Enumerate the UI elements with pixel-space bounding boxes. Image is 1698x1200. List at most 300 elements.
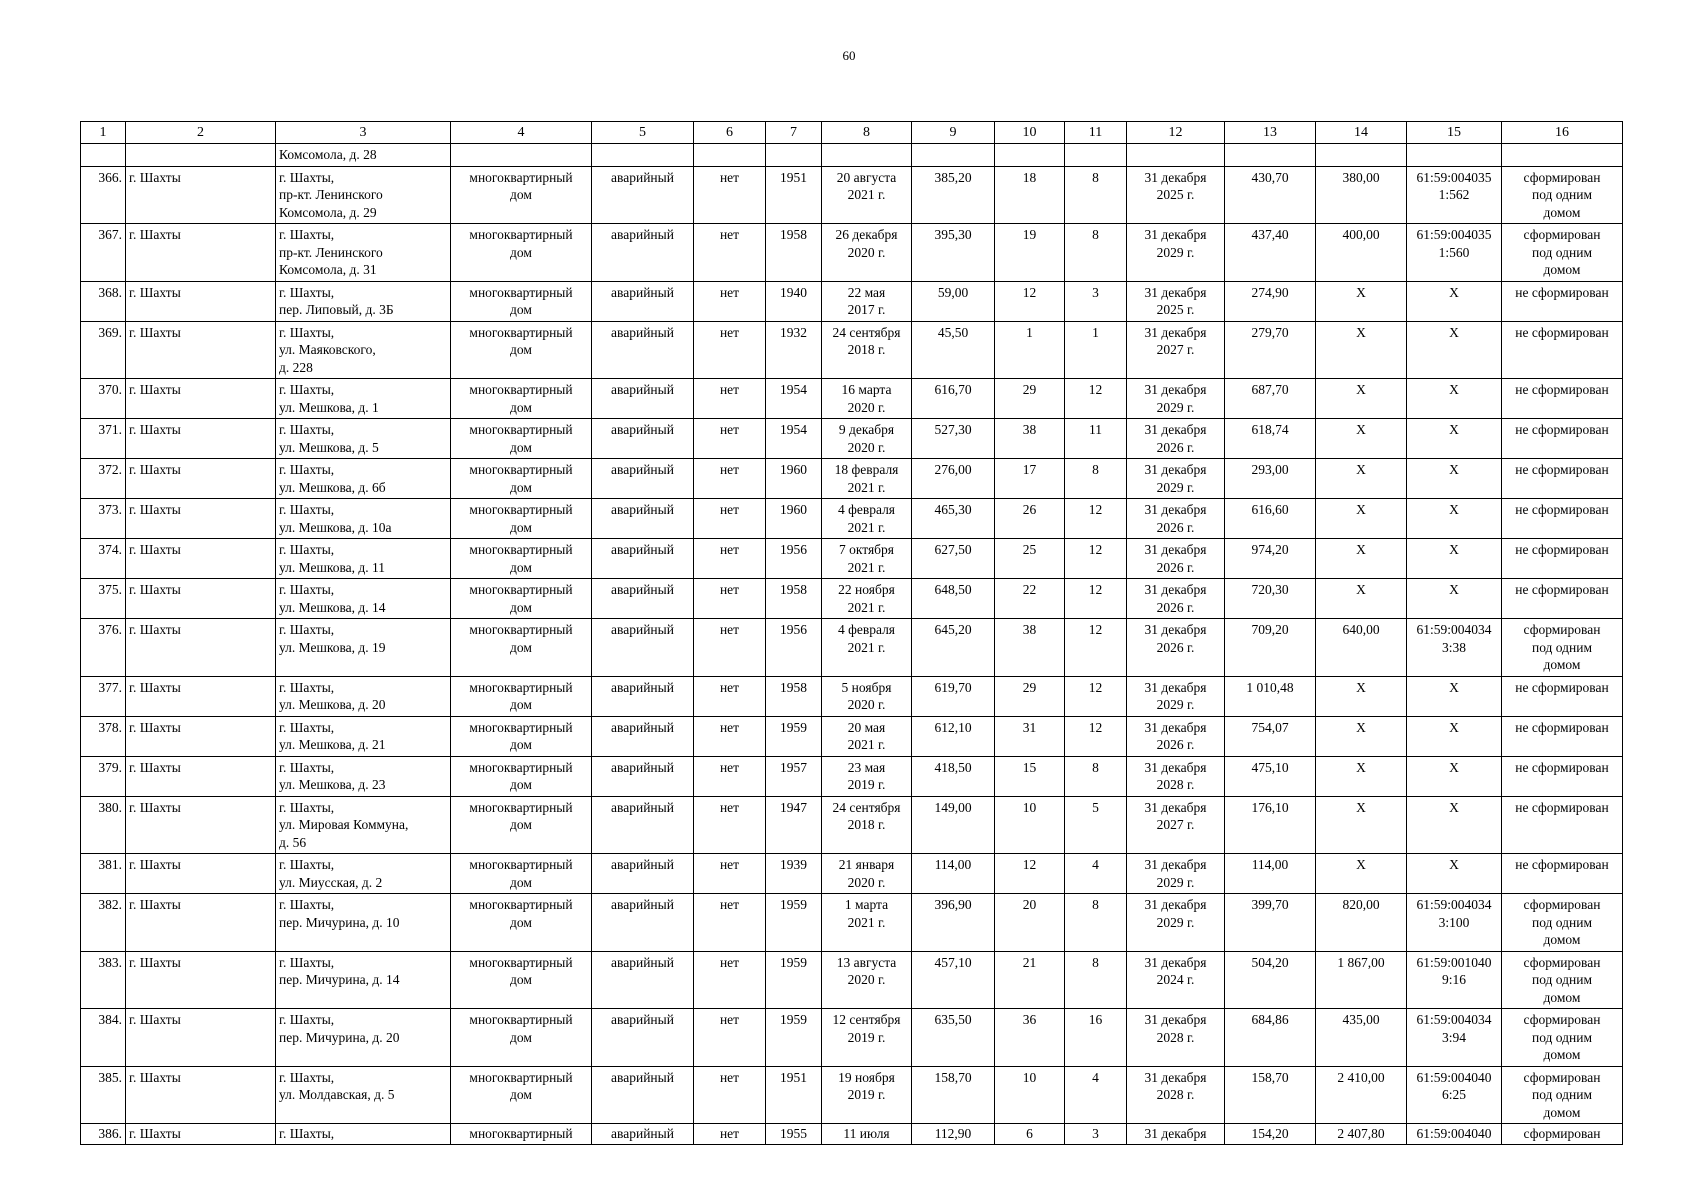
flats-cell: 8 (1065, 894, 1127, 952)
condition-cell: аварийный (592, 321, 694, 379)
area-cell: 276,00 (912, 459, 995, 499)
recognition-date-cell: 22 ноября 2021 г. (822, 579, 912, 619)
residents-cell: 1 (995, 321, 1065, 379)
total-area-cell: 504,20 (1225, 951, 1316, 1009)
table-row (81, 499, 1623, 539)
row-number-cell: 383. (81, 951, 126, 1009)
condition-cell: аварийный (592, 499, 694, 539)
building-type-cell: многоквартирный дом (451, 379, 592, 419)
table-row (81, 951, 1623, 1009)
cadastre-number-cell: X (1407, 579, 1502, 619)
address-cell: Комсомола, д. 28 (276, 144, 451, 167)
row-number-cell: 375. (81, 579, 126, 619)
flag-cell: нет (694, 224, 766, 282)
residents-cell: 38 (995, 619, 1065, 677)
land-area-cell: X (1316, 579, 1407, 619)
year-cell: 1957 (766, 756, 822, 796)
flag-cell: нет (694, 1124, 766, 1145)
row-number-cell: 382. (81, 894, 126, 952)
deadline-cell: 31 декабря 2029 г. (1127, 676, 1225, 716)
flag-cell: нет (694, 459, 766, 499)
deadline-cell: 31 декабря 2026 г. (1127, 619, 1225, 677)
column-header-3: 3 (276, 122, 451, 144)
residents-cell: 38 (995, 419, 1065, 459)
flag-cell: нет (694, 951, 766, 1009)
land-status-cell: не сформирован (1502, 854, 1623, 894)
area-cell: 149,00 (912, 796, 995, 854)
building-type-cell: многоквартирный дом (451, 224, 592, 282)
area-cell: 114,00 (912, 854, 995, 894)
area-cell: 619,70 (912, 676, 995, 716)
land-area-cell: 640,00 (1316, 619, 1407, 677)
land-status-cell: не сформирован (1502, 796, 1623, 854)
city-cell: г. Шахты (126, 619, 276, 677)
building-type-cell: многоквартирный дом (451, 321, 592, 379)
land-status-cell: сформирован под одним домом (1502, 894, 1623, 952)
deadline-cell: 31 декабря 2026 г. (1127, 579, 1225, 619)
deadline-cell: 31 декабря 2027 г. (1127, 321, 1225, 379)
table-row (81, 1066, 1623, 1124)
address-cell: г. Шахты, ул. Миусская, д. 2 (276, 854, 451, 894)
area-cell: 457,10 (912, 951, 995, 1009)
address-cell: г. Шахты, ул. Маяковского, д. 228 (276, 321, 451, 379)
cadastre-number-cell: X (1407, 499, 1502, 539)
area-cell: 385,20 (912, 166, 995, 224)
total-area-cell: 176,10 (1225, 796, 1316, 854)
flag-cell: нет (694, 894, 766, 952)
cadastre-number-cell: 61:59:004034 3:38 (1407, 619, 1502, 677)
land-area-cell: X (1316, 539, 1407, 579)
recognition-date-cell: 4 февраля 2021 г. (822, 499, 912, 539)
row-number-cell: 379. (81, 756, 126, 796)
cadastre-number-cell: X (1407, 459, 1502, 499)
area-cell: 648,50 (912, 579, 995, 619)
column-header-12: 12 (1127, 122, 1225, 144)
condition-cell: аварийный (592, 756, 694, 796)
land-area-cell: 380,00 (1316, 166, 1407, 224)
table-row (81, 716, 1623, 756)
city-cell: г. Шахты (126, 166, 276, 224)
deadline-cell: 31 декабря 2028 г. (1127, 756, 1225, 796)
flats-cell: 1 (1065, 321, 1127, 379)
table-row (81, 894, 1623, 952)
address-cell: г. Шахты, ул. Молдавская, д. 5 (276, 1066, 451, 1124)
recognition-date-cell: 18 февраля 2021 г. (822, 459, 912, 499)
city-cell: г. Шахты (126, 854, 276, 894)
land-status-cell: сформирован под одним домом (1502, 1066, 1623, 1124)
flats-cell: 8 (1065, 756, 1127, 796)
flats-cell: 12 (1065, 379, 1127, 419)
row-number-cell: 372. (81, 459, 126, 499)
cadastre-number-cell: X (1407, 756, 1502, 796)
total-area-cell: 274,90 (1225, 281, 1316, 321)
condition-cell: аварийный (592, 951, 694, 1009)
recognition-date-cell: 20 мая 2021 г. (822, 716, 912, 756)
address-cell: г. Шахты, (276, 1124, 451, 1145)
column-header-7: 7 (766, 122, 822, 144)
total-area-cell: 687,70 (1225, 379, 1316, 419)
address-cell: г. Шахты, пер. Мичурина, д. 20 (276, 1009, 451, 1067)
column-header-1: 1 (81, 122, 126, 144)
column-header-11: 11 (1065, 122, 1127, 144)
city-cell: г. Шахты (126, 459, 276, 499)
flats-cell: 8 (1065, 459, 1127, 499)
deadline-cell: 31 декабря (1127, 1124, 1225, 1145)
building-type-cell: многоквартирный дом (451, 619, 592, 677)
condition-cell: аварийный (592, 459, 694, 499)
flats-cell: 3 (1065, 281, 1127, 321)
land-area-cell: X (1316, 321, 1407, 379)
year-cell: 1932 (766, 321, 822, 379)
table-row (81, 579, 1623, 619)
year-cell: 1958 (766, 224, 822, 282)
recognition-date-cell: 16 марта 2020 г. (822, 379, 912, 419)
total-area-cell: 754,07 (1225, 716, 1316, 756)
recognition-date-cell: 24 сентября 2018 г. (822, 796, 912, 854)
recognition-date-cell: 4 февраля 2021 г. (822, 619, 912, 677)
city-cell: г. Шахты (126, 894, 276, 952)
residents-cell: 29 (995, 676, 1065, 716)
recognition-date-cell: 9 декабря 2020 г. (822, 419, 912, 459)
cadastre-number-cell: X (1407, 854, 1502, 894)
column-header-9: 9 (912, 122, 995, 144)
land-area-cell: X (1316, 756, 1407, 796)
condition-cell: аварийный (592, 224, 694, 282)
year-cell: 1954 (766, 379, 822, 419)
city-cell: г. Шахты (126, 951, 276, 1009)
address-cell: г. Шахты, пр-кт. Ленинского Комсомола, д. 29 (276, 166, 451, 224)
area-cell: 645,20 (912, 619, 995, 677)
deadline-cell: 31 декабря 2026 г. (1127, 419, 1225, 459)
total-area-cell: 475,10 (1225, 756, 1316, 796)
residents-cell: 29 (995, 379, 1065, 419)
land-area-cell: X (1316, 281, 1407, 321)
city-cell: г. Шахты (126, 579, 276, 619)
area-cell: 158,70 (912, 1066, 995, 1124)
land-status-cell: сформирован (1502, 1124, 1623, 1145)
recognition-date-cell: 11 июля (822, 1124, 912, 1145)
cadastre-number-cell: X (1407, 419, 1502, 459)
table-row (81, 619, 1623, 677)
cadastre-number-cell: 61:59:001040 9:16 (1407, 951, 1502, 1009)
residents-cell: 21 (995, 951, 1065, 1009)
deadline-cell: 31 декабря 2026 г. (1127, 716, 1225, 756)
land-area-cell: 820,00 (1316, 894, 1407, 952)
residents-cell: 20 (995, 894, 1065, 952)
flag-cell: нет (694, 379, 766, 419)
table-row (81, 1009, 1623, 1067)
land-status-cell: не сформирован (1502, 499, 1623, 539)
land-status-cell: не сформирован (1502, 539, 1623, 579)
residents-cell: 26 (995, 499, 1065, 539)
land-area-cell: X (1316, 499, 1407, 539)
row-number-cell: 373. (81, 499, 126, 539)
building-type-cell: многоквартирный дом (451, 419, 592, 459)
cadastre-number-cell: 61:59:004040 6:25 (1407, 1066, 1502, 1124)
table-row (81, 379, 1623, 419)
deadline-cell: 31 декабря 2029 г. (1127, 224, 1225, 282)
city-cell: г. Шахты (126, 321, 276, 379)
flag-cell: нет (694, 854, 766, 894)
flats-cell: 8 (1065, 224, 1127, 282)
residents-cell: 31 (995, 716, 1065, 756)
residents-cell: 19 (995, 224, 1065, 282)
city-cell: г. Шахты (126, 224, 276, 282)
address-cell: г. Шахты, ул. Мешкова, д. 10а (276, 499, 451, 539)
table-row (81, 539, 1623, 579)
building-type-cell: многоквартирный дом (451, 459, 592, 499)
row-number-cell: 367. (81, 224, 126, 282)
land-status-cell: не сформирован (1502, 281, 1623, 321)
cadastre-number-cell: X (1407, 281, 1502, 321)
year-cell: 1958 (766, 676, 822, 716)
flag-cell: нет (694, 281, 766, 321)
land-status-cell: не сформирован (1502, 459, 1623, 499)
recognition-date-cell: 7 октября 2021 г. (822, 539, 912, 579)
land-area-cell: 2 407,80 (1316, 1124, 1407, 1145)
year-cell: 1955 (766, 1124, 822, 1145)
land-status-cell: сформирован под одним домом (1502, 166, 1623, 224)
row-number-cell: 374. (81, 539, 126, 579)
condition-cell: аварийный (592, 539, 694, 579)
column-header-10: 10 (995, 122, 1065, 144)
deadline-cell: 31 декабря 2028 г. (1127, 1009, 1225, 1067)
residents-cell: 10 (995, 796, 1065, 854)
city-cell: г. Шахты (126, 281, 276, 321)
land-status-cell: сформирован под одним домом (1502, 951, 1623, 1009)
land-area-cell: X (1316, 716, 1407, 756)
deadline-cell: 31 декабря 2028 г. (1127, 1066, 1225, 1124)
cadastre-number-cell: X (1407, 716, 1502, 756)
residents-cell: 22 (995, 579, 1065, 619)
table-row (81, 756, 1623, 796)
address-cell: г. Шахты, ул. Мешкова, д. 11 (276, 539, 451, 579)
column-header-5: 5 (592, 122, 694, 144)
cadastre-number-cell: X (1407, 796, 1502, 854)
city-cell: г. Шахты (126, 716, 276, 756)
cadastre-number-cell: X (1407, 676, 1502, 716)
table-row (81, 321, 1623, 379)
land-area-cell: X (1316, 419, 1407, 459)
recognition-date-cell: 5 ноября 2020 г. (822, 676, 912, 716)
address-cell: г. Шахты, пр-кт. Ленинского Комсомола, д. 31 (276, 224, 451, 282)
total-area-cell: 293,00 (1225, 459, 1316, 499)
flats-cell: 16 (1065, 1009, 1127, 1067)
row-number-cell: 385. (81, 1066, 126, 1124)
table-row (81, 459, 1623, 499)
city-cell: г. Шахты (126, 796, 276, 854)
total-area-cell: 720,30 (1225, 579, 1316, 619)
table-row (81, 796, 1623, 854)
row-number-cell: 369. (81, 321, 126, 379)
building-type-cell: многоквартирный дом (451, 854, 592, 894)
year-cell: 1954 (766, 419, 822, 459)
flats-cell: 12 (1065, 619, 1127, 677)
condition-cell: аварийный (592, 1066, 694, 1124)
cadastre-number-cell: X (1407, 539, 1502, 579)
land-status-cell: не сформирован (1502, 676, 1623, 716)
flats-cell: 4 (1065, 854, 1127, 894)
housing-registry-table (80, 121, 1623, 1145)
land-status-cell: не сформирован (1502, 419, 1623, 459)
area-cell: 112,90 (912, 1124, 995, 1145)
cadastre-number-cell: 61:59:004035 1:560 (1407, 224, 1502, 282)
land-area-cell: 435,00 (1316, 1009, 1407, 1067)
area-cell: 59,00 (912, 281, 995, 321)
land-status-cell: сформирован под одним домом (1502, 224, 1623, 282)
condition-cell: аварийный (592, 619, 694, 677)
table-row (81, 1124, 1623, 1145)
row-number-cell: 371. (81, 419, 126, 459)
flag-cell: нет (694, 716, 766, 756)
total-area-cell: 158,70 (1225, 1066, 1316, 1124)
land-area-cell: X (1316, 379, 1407, 419)
total-area-cell: 616,60 (1225, 499, 1316, 539)
building-type-cell: многоквартирный дом (451, 676, 592, 716)
flag-cell: нет (694, 321, 766, 379)
row-number-cell: 377. (81, 676, 126, 716)
deadline-cell: 31 декабря 2026 г. (1127, 499, 1225, 539)
condition-cell: аварийный (592, 1009, 694, 1067)
year-cell: 1947 (766, 796, 822, 854)
flats-cell: 3 (1065, 1124, 1127, 1145)
column-header-16: 16 (1502, 122, 1623, 144)
area-cell: 616,70 (912, 379, 995, 419)
area-cell: 395,30 (912, 224, 995, 282)
year-cell: 1959 (766, 894, 822, 952)
land-area-cell: 400,00 (1316, 224, 1407, 282)
building-type-cell: многоквартирный дом (451, 281, 592, 321)
cadastre-number-cell: X (1407, 379, 1502, 419)
land-status-cell: не сформирован (1502, 716, 1623, 756)
area-cell: 612,10 (912, 716, 995, 756)
year-cell: 1960 (766, 499, 822, 539)
year-cell: 1951 (766, 166, 822, 224)
deadline-cell: 31 декабря 2029 г. (1127, 894, 1225, 952)
city-cell: г. Шахты (126, 499, 276, 539)
total-area-cell: 430,70 (1225, 166, 1316, 224)
land-area-cell: X (1316, 796, 1407, 854)
row-number-cell: 368. (81, 281, 126, 321)
residents-cell: 10 (995, 1066, 1065, 1124)
column-header-13: 13 (1225, 122, 1316, 144)
table-row (81, 281, 1623, 321)
address-cell: г. Шахты, пер. Липовый, д. 3Б (276, 281, 451, 321)
city-cell: г. Шахты (126, 379, 276, 419)
address-cell: г. Шахты, ул. Мешкова, д. 21 (276, 716, 451, 756)
deadline-cell: 31 декабря 2027 г. (1127, 796, 1225, 854)
flag-cell: нет (694, 166, 766, 224)
land-area-cell: X (1316, 459, 1407, 499)
table-row (81, 419, 1623, 459)
total-area-cell: 399,70 (1225, 894, 1316, 952)
year-cell: 1959 (766, 951, 822, 1009)
area-cell: 418,50 (912, 756, 995, 796)
land-area-cell: 1 867,00 (1316, 951, 1407, 1009)
residents-cell: 25 (995, 539, 1065, 579)
cadastre-number-cell: 61:59:004034 3:94 (1407, 1009, 1502, 1067)
deadline-cell: 31 декабря 2029 г. (1127, 459, 1225, 499)
city-cell: г. Шахты (126, 756, 276, 796)
condition-cell: аварийный (592, 676, 694, 716)
condition-cell: аварийный (592, 281, 694, 321)
row-number-cell: 386. (81, 1124, 126, 1145)
flag-cell: нет (694, 499, 766, 539)
deadline-cell: 31 декабря 2025 г. (1127, 166, 1225, 224)
year-cell: 1940 (766, 281, 822, 321)
condition-cell: аварийный (592, 716, 694, 756)
table-row (81, 854, 1623, 894)
recognition-date-cell: 12 сентября 2019 г. (822, 1009, 912, 1067)
recognition-date-cell: 13 августа 2020 г. (822, 951, 912, 1009)
deadline-cell: 31 декабря 2029 г. (1127, 854, 1225, 894)
building-type-cell: многоквартирный дом (451, 756, 592, 796)
flats-cell: 5 (1065, 796, 1127, 854)
land-area-cell: X (1316, 854, 1407, 894)
year-cell: 1951 (766, 1066, 822, 1124)
building-type-cell: многоквартирный дом (451, 894, 592, 952)
residents-cell: 15 (995, 756, 1065, 796)
deadline-cell: 31 декабря 2024 г. (1127, 951, 1225, 1009)
deadline-cell: 31 декабря 2026 г. (1127, 539, 1225, 579)
flag-cell: нет (694, 756, 766, 796)
area-cell: 45,50 (912, 321, 995, 379)
recognition-date-cell: 26 декабря 2020 г. (822, 224, 912, 282)
column-header-2: 2 (126, 122, 276, 144)
year-cell: 1939 (766, 854, 822, 894)
area-cell: 396,90 (912, 894, 995, 952)
column-header-15: 15 (1407, 122, 1502, 144)
recognition-date-cell: 19 ноября 2019 г. (822, 1066, 912, 1124)
table-row (81, 224, 1623, 282)
year-cell: 1959 (766, 1009, 822, 1067)
building-type-cell: многоквартирный дом (451, 1009, 592, 1067)
total-area-cell: 684,86 (1225, 1009, 1316, 1067)
city-cell: г. Шахты (126, 539, 276, 579)
row-number-cell: 366. (81, 166, 126, 224)
building-type-cell: многоквартирный дом (451, 499, 592, 539)
city-cell: г. Шахты (126, 419, 276, 459)
row-number-cell: 376. (81, 619, 126, 677)
total-area-cell: 114,00 (1225, 854, 1316, 894)
building-type-cell: многоквартирный дом (451, 579, 592, 619)
flag-cell: нет (694, 619, 766, 677)
cadastre-number-cell: 61:59:004035 1:562 (1407, 166, 1502, 224)
recognition-date-cell: 1 марта 2021 г. (822, 894, 912, 952)
column-header-8: 8 (822, 122, 912, 144)
table-row (81, 166, 1623, 224)
residents-cell: 12 (995, 281, 1065, 321)
deadline-cell: 31 декабря 2029 г. (1127, 379, 1225, 419)
building-type-cell: многоквартирный дом (451, 951, 592, 1009)
land-status-cell: сформирован под одним домом (1502, 619, 1623, 677)
flag-cell: нет (694, 1009, 766, 1067)
building-type-cell: многоквартирный дом (451, 1066, 592, 1124)
deadline-cell: 31 декабря 2025 г. (1127, 281, 1225, 321)
row-number-cell: 380. (81, 796, 126, 854)
condition-cell: аварийный (592, 1124, 694, 1145)
city-cell: г. Шахты (126, 676, 276, 716)
city-cell: г. Шахты (126, 1066, 276, 1124)
row-number-cell: 381. (81, 854, 126, 894)
land-area-cell: X (1316, 676, 1407, 716)
residents-cell: 18 (995, 166, 1065, 224)
total-area-cell: 618,74 (1225, 419, 1316, 459)
address-cell: г. Шахты, ул. Мешкова, д. 6б (276, 459, 451, 499)
area-cell: 527,30 (912, 419, 995, 459)
city-cell: г. Шахты (126, 1009, 276, 1067)
flag-cell: нет (694, 796, 766, 854)
